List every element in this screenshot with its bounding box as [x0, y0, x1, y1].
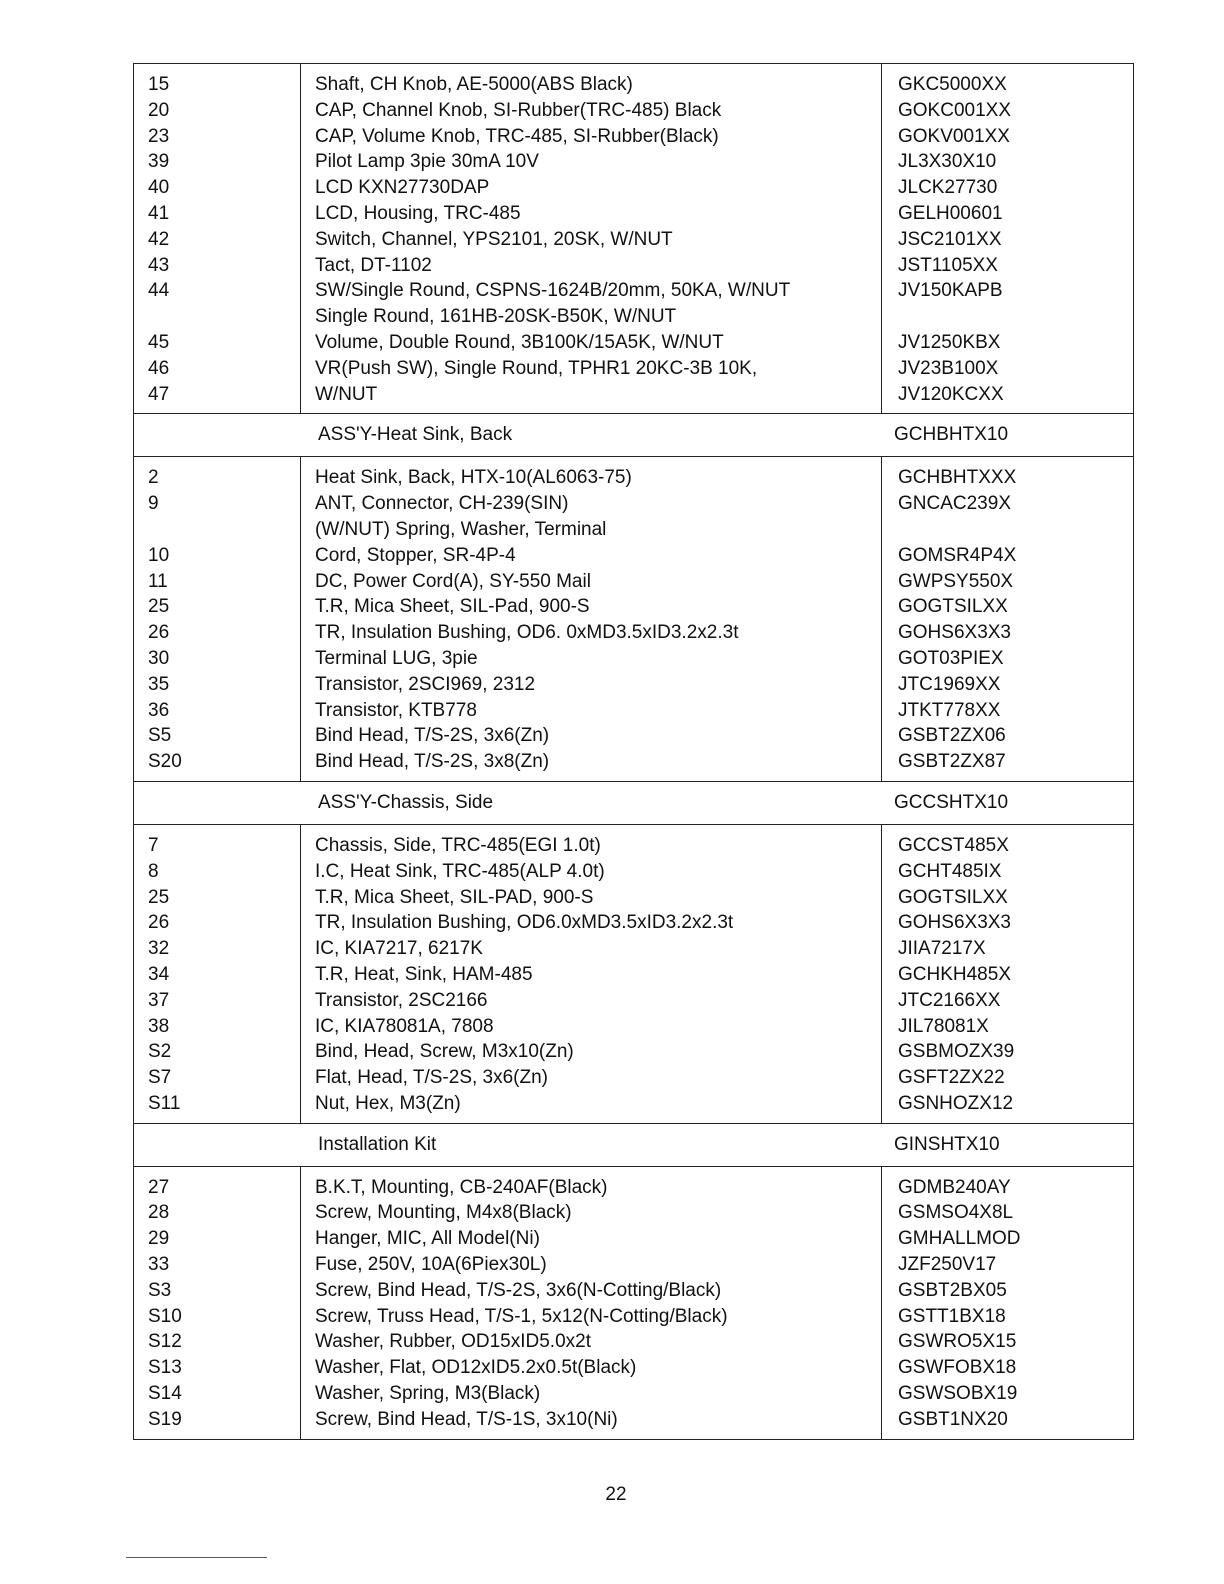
part-ref: 40 [148, 177, 170, 199]
part-code [898, 517, 1133, 543]
part-code [898, 304, 1133, 330]
part-code: GMHALLMOD [898, 1228, 1021, 1250]
part-description: Volume, Double Round, 3B100K/15A5K, W/NUT [315, 331, 724, 353]
assembly-code: GINSHTX10 [894, 1133, 1000, 1155]
assembly-header [134, 782, 1133, 825]
part-ref: 25 [148, 596, 170, 618]
part-ref: 34 [148, 963, 170, 985]
part-ref: 23 [148, 125, 170, 147]
part-code: JV1250KBX [898, 331, 1001, 353]
part-ref: 37 [148, 989, 170, 1011]
part-code-column [882, 1167, 1133, 1439]
part-code: JST1105XX [898, 254, 998, 276]
assembly-title: ASS'Y-Heat Sink, Back [318, 424, 513, 446]
part-code: JTC2166XX [898, 989, 1001, 1011]
part-code: GCCST485X [898, 834, 1009, 856]
part-description: Single Round, 161HB-20SK-B50K, W/NUT [315, 306, 677, 328]
part-description: Tact, DT-1102 [315, 254, 432, 276]
part-description: LCD KXN27730DAP [315, 177, 490, 199]
part-description: T.R, Mica Sheet, SIL-Pad, 900-S [315, 596, 590, 618]
part-code: GOKV001XX [898, 125, 1010, 147]
part-description: SW/Single Round, CSPNS-1624B/20mm, 50KA, W/NUT [315, 280, 791, 302]
part-code: GSBT2ZX06 [898, 725, 1006, 747]
part-ref: 10 [148, 544, 170, 566]
part-description: Chassis, Side, TRC-485(EGI 1.0t) [315, 834, 601, 856]
part-code: GDMB240AY [898, 1176, 1011, 1198]
part-ref: S10 [148, 1305, 182, 1327]
part-ref: 30 [148, 647, 170, 669]
part-description: Fuse, 250V, 10A(6Piex30L) [315, 1254, 547, 1276]
part-code: GSBT2ZX87 [898, 751, 1006, 773]
part-code: JZF250V17 [898, 1254, 997, 1276]
footer-rule [126, 1557, 267, 1558]
part-ref: 38 [148, 1015, 170, 1037]
part-description: Washer, Spring, M3(Black) [315, 1383, 541, 1405]
part-description: T.R, Heat, Sink, HAM-485 [315, 963, 533, 985]
part-description-column [301, 64, 882, 413]
part-description: DC, Power Cord(A), SY-550 Mail [315, 570, 591, 592]
part-code: JIL78081X [898, 1015, 989, 1037]
part-ref: 44 [148, 280, 170, 302]
part-description: Flat, Head, T/S-2S, 3x6(Zn) [315, 1067, 549, 1089]
part-ref: S7 [148, 1067, 172, 1089]
part-description: (W/NUT) Spring, Washer, Terminal [315, 518, 607, 540]
part-code: GSWSOBX19 [898, 1383, 1018, 1405]
part-description-column [301, 1167, 882, 1439]
part-code: JV150KAPB [898, 280, 1003, 302]
part-code: GOT03PIEX [898, 647, 1004, 669]
parts-section [134, 825, 1133, 1124]
part-code: GSBT1NX20 [898, 1408, 1008, 1430]
part-description: Nut, Hex, M3(Zn) [315, 1092, 461, 1114]
part-description: W/NUT [315, 383, 378, 405]
part-code: GCHKH485X [898, 963, 1011, 985]
part-ref: 32 [148, 938, 170, 960]
part-code: JV120KCXX [898, 383, 1004, 405]
part-code: JLCK27730 [898, 177, 998, 199]
part-ref: 28 [148, 1202, 170, 1224]
part-ref: S12 [148, 1331, 182, 1353]
parts-section [134, 64, 1133, 414]
part-ref: S20 [148, 751, 182, 773]
part-description: Bind, Head, Screw, M3x10(Zn) [315, 1041, 574, 1063]
part-description: CAP, Volume Knob, TRC-485, SI-Rubber(Black) [315, 125, 719, 147]
part-code: GSWFOBX18 [898, 1357, 1017, 1379]
part-code-column [882, 64, 1133, 413]
part-description: Heat Sink, Back, HTX-10(AL6063-75) [315, 467, 632, 489]
part-ref: 26 [148, 912, 170, 934]
part-code: GELH00601 [898, 202, 1003, 224]
part-code: JV23B100X [898, 357, 999, 379]
part-code: GCHT485IX [898, 860, 1002, 882]
part-code: GCHBHTXXX [898, 467, 1017, 489]
part-code: GOHS6X3X3 [898, 622, 1011, 644]
part-ref: 15 [148, 74, 170, 95]
part-ref: 45 [148, 331, 170, 353]
part-code: GSWRO5X15 [898, 1331, 1017, 1353]
part-description: T.R, Mica Sheet, SIL-PAD, 900-S [315, 886, 594, 908]
parts-section [134, 1167, 1133, 1439]
part-code: GOGTSILXX [898, 596, 1008, 618]
part-ref: 7 [148, 834, 159, 856]
assembly-title: ASS'Y-Chassis, Side [318, 791, 494, 813]
part-description: Washer, Rubber, OD15xID5.0x2t [315, 1331, 591, 1353]
part-ref: S2 [148, 1041, 172, 1063]
part-code-column [882, 457, 1133, 781]
part-code: GNCAC239X [898, 493, 1011, 515]
part-ref: S5 [148, 725, 172, 747]
part-description: Hanger, MIC, All Model(Ni) [315, 1228, 540, 1250]
part-code: GSBT2BX05 [898, 1279, 1007, 1301]
part-description-column [301, 825, 882, 1123]
part-ref-column [134, 64, 301, 413]
part-ref: 27 [148, 1176, 170, 1198]
part-ref: 2 [148, 467, 159, 489]
part-description: Bind Head, T/S-2S, 3x6(Zn) [315, 725, 550, 747]
part-code: GSTT1BX18 [898, 1305, 1006, 1327]
part-code: GSMSO4X8L [898, 1202, 1014, 1224]
part-description: Screw, Truss Head, T/S-1, 5x12(N-Cotting/Black) [315, 1305, 728, 1327]
part-description: TR, Insulation Bushing, OD6.0xMD3.5xID3.2x2.3t [315, 912, 734, 934]
part-code: GSBMOZX39 [898, 1041, 1015, 1063]
part-description: VR(Push SW), Single Round, TPHR1 20KC-3B 10K, [315, 357, 758, 379]
part-description: LCD, Housing, TRC-485 [315, 202, 521, 224]
part-ref: S19 [148, 1408, 182, 1430]
part-description: Cord, Stopper, SR-4P-4 [315, 544, 516, 566]
part-ref: 36 [148, 699, 170, 721]
part-code: GOMSR4P4X [898, 544, 1017, 566]
part-code: GKC5000XX [898, 74, 1007, 95]
part-ref [148, 517, 300, 543]
part-description: TR, Insulation Bushing, OD6. 0xMD3.5xID3.2x2.3t [315, 622, 739, 644]
part-description: I.C, Heat Sink, TRC-485(ALP 4.0t) [315, 860, 605, 882]
assembly-title: Installation Kit [318, 1133, 437, 1155]
part-code: GSFT2ZX22 [898, 1067, 1005, 1089]
part-code: GSNHOZX12 [898, 1092, 1014, 1114]
assembly-header [134, 1124, 1133, 1167]
part-ref: 42 [148, 228, 170, 250]
part-ref-column [134, 825, 301, 1123]
part-code: GOKC001XX [898, 99, 1011, 121]
part-description: Bind Head, T/S-2S, 3x8(Zn) [315, 751, 550, 773]
part-description: CAP, Channel Knob, SI-Rubber(TRC-485) Black [315, 99, 722, 121]
part-ref: 46 [148, 357, 170, 379]
part-ref [148, 304, 300, 330]
part-ref: 35 [148, 673, 170, 695]
part-ref: S13 [148, 1357, 182, 1379]
part-description: Switch, Channel, YPS2101, 20SK, W/NUT [315, 228, 673, 250]
part-description: Shaft, CH Knob, AE-5000(ABS Black) [315, 74, 633, 95]
part-code: JTKT778XX [898, 699, 1001, 721]
part-description: Terminal LUG, 3pie [315, 647, 478, 669]
part-description: Screw, Bind Head, T/S-2S, 3x6(N-Cotting/Black) [315, 1279, 722, 1301]
part-description: Transistor, 2SC2166 [315, 989, 488, 1011]
part-description: IC, KIA78081A, 7808 [315, 1015, 494, 1037]
part-ref: 33 [148, 1254, 170, 1276]
part-code: JSC2101XX [898, 228, 1002, 250]
part-description: Washer, Flat, OD12xID5.2x0.5t(Black) [315, 1357, 637, 1379]
part-description: IC, KIA7217, 6217K [315, 938, 483, 960]
assembly-code: GCHBHTX10 [894, 424, 1009, 446]
page-number: 22 [605, 1484, 627, 1505]
part-description: Pilot Lamp 3pie 30mA 10V [315, 151, 539, 173]
assembly-header [134, 414, 1133, 457]
part-description: Screw, Mounting, M4x8(Black) [315, 1202, 572, 1224]
part-code-column [882, 825, 1133, 1123]
part-ref: 11 [148, 570, 168, 592]
part-ref: S3 [148, 1279, 172, 1301]
part-ref-column [134, 1167, 301, 1439]
part-ref: 43 [148, 254, 170, 276]
part-ref: 41 [148, 202, 170, 224]
part-description-column [301, 457, 882, 781]
part-code: JIIA7217X [898, 938, 986, 960]
assembly-code: GCCSHTX10 [894, 791, 1009, 813]
part-description: Transistor, 2SCI969, 2312 [315, 673, 536, 695]
part-code: GOGTSILXX [898, 886, 1008, 908]
part-ref: 39 [148, 151, 170, 173]
part-ref: S14 [148, 1383, 182, 1405]
part-ref: 9 [148, 493, 159, 515]
parts-section [134, 457, 1133, 782]
parts-list-table [133, 63, 1134, 1440]
part-description: Transistor, KTB778 [315, 699, 477, 721]
part-ref: 47 [148, 383, 170, 405]
part-code: JTC1969XX [898, 673, 1001, 695]
part-ref: 20 [148, 99, 170, 121]
part-code: GOHS6X3X3 [898, 912, 1011, 934]
part-description: ANT, Connector, CH-239(SIN) [315, 493, 569, 515]
part-ref: 8 [148, 860, 159, 882]
part-description: B.K.T, Mounting, CB-240AF(Black) [315, 1176, 608, 1198]
part-ref: 26 [148, 622, 170, 644]
part-description: Screw, Bind Head, T/S-1S, 3x10(Ni) [315, 1408, 618, 1430]
part-ref-column [134, 457, 301, 781]
part-ref: 29 [148, 1228, 170, 1250]
part-ref: S11 [148, 1092, 181, 1114]
part-code: GWPSY550X [898, 570, 1014, 592]
part-code: JL3X30X10 [898, 151, 997, 173]
part-ref: 25 [148, 886, 170, 908]
